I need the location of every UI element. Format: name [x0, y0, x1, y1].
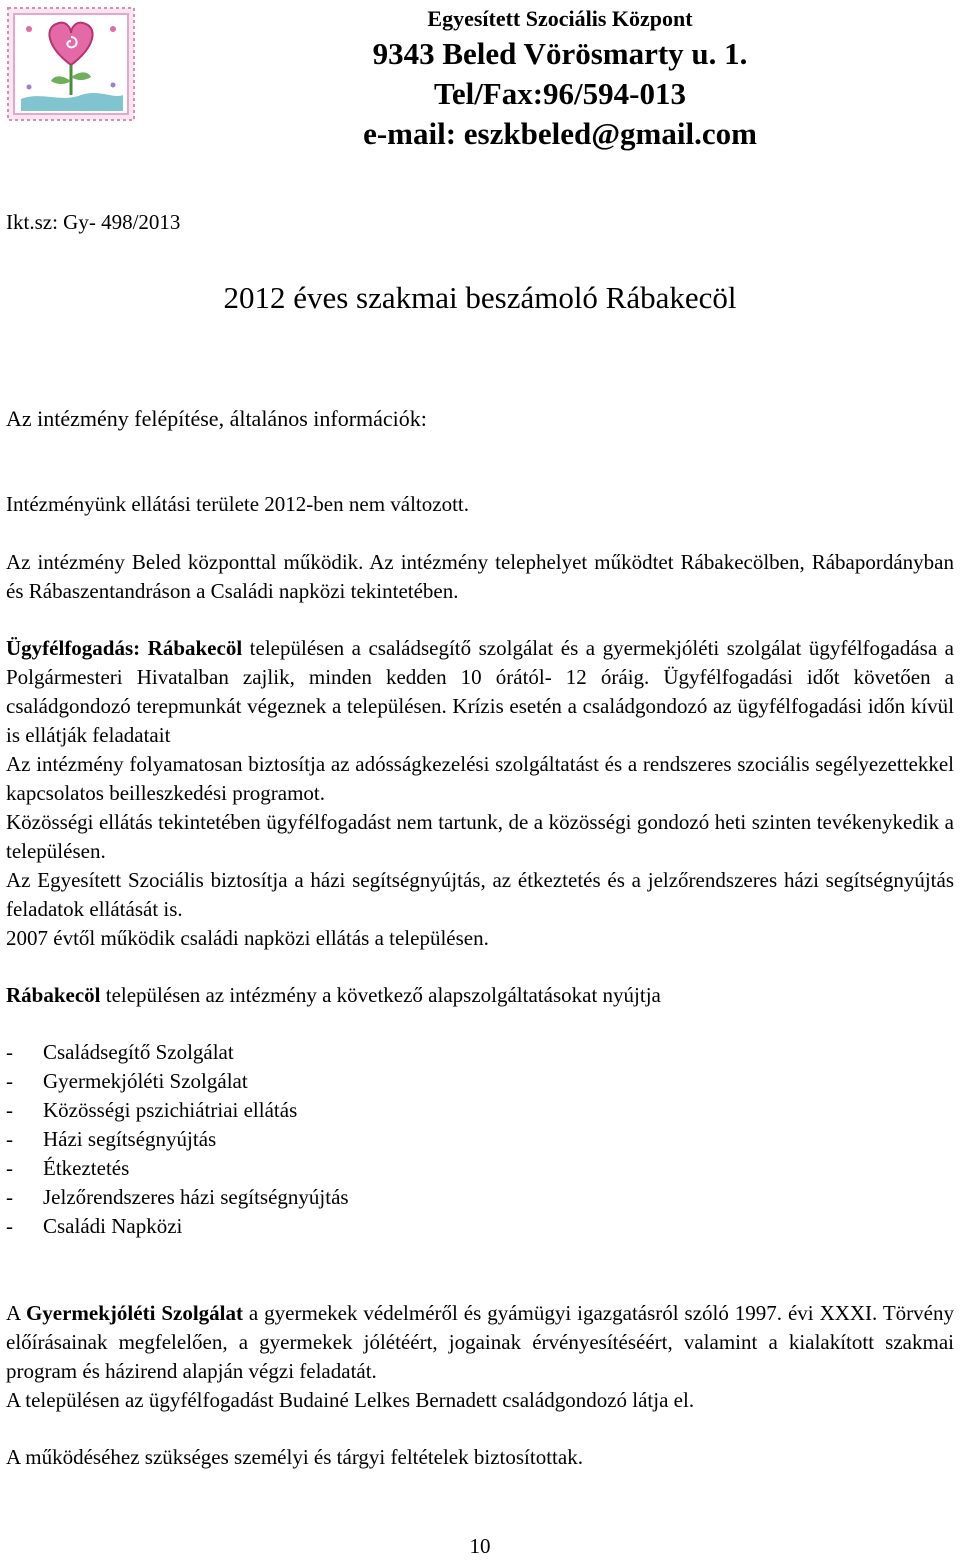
- list-item: [6, 1125, 954, 1154]
- document-body: [6, 490, 954, 1472]
- document-title: 2012 éves szakmai beszámoló Rábakecöl: [223, 280, 737, 315]
- organization-email: e-mail: eszkbeled@gmail.com: [363, 116, 757, 151]
- list-item: [6, 1038, 954, 1067]
- section-heading: Az intézmény felépítése, általános információk:: [6, 406, 427, 431]
- list-item: [6, 1096, 954, 1125]
- paragraph-service-area: Intézményünk ellátási területe 2012-ben nem változott.: [6, 492, 470, 516]
- paragraph-sites: Az intézmény Beled központtal működik. Az intézmény telephelyet működtet Rábakecölben, Rábapordányban és Rábaszentandráson a Családi napközi tekintetében.: [6, 550, 954, 603]
- list-item: [6, 1183, 954, 1212]
- child-welfare-text: a gyermekek védelméről és gyámügyi igazgatásról szóló 1997. évi XXXI. Törvény előírásainak megfelelően, a gyermekek jólétéért, jogainak érvényesítéséért, valamint a kialakított szakmai program és házirend alapján végzi feladatát.: [6, 1301, 954, 1383]
- reception-text: településen a családsegítő szolgálat és a gyermekjóléti szolgálat ügyfélfogadása a Polgármesteri Hivatalban zajlik, minden kedden 10 órától- 12 óráig. Ügyfélfogadási időt követően a családgondozó terepmunkát végeznek a településen. Krízis esetén a családgondozó az ügyfélfogadási időn kívül is ellátják feladatait: [6, 636, 954, 747]
- services-intro-label: Rábakecöl: [6, 983, 101, 1007]
- paragraph-community-care: Közösségi ellátás tekintetében ügyfélfogadást nem tartunk, de a közösségi gondozó heti szinten tevékenykedik a településen.: [6, 810, 954, 863]
- list-marker: -: [6, 1098, 13, 1122]
- list-item: [6, 1154, 954, 1183]
- list-item: [6, 1067, 954, 1096]
- reference-number: Ikt.sz: Gy- 498/2013: [6, 210, 181, 234]
- page-number: 10: [469, 1534, 491, 1558]
- paragraph-case-worker: A településen az ügyfélfogadást Budainé Lelkes Bernadett családgondozó látja el.: [6, 1388, 695, 1412]
- organization-phone: Tel/Fax:96/594-013: [433, 76, 686, 111]
- organization-address: 9343 Beled Vörösmarty u. 1.: [372, 36, 748, 71]
- paragraph-debt-management: Az intézmény folyamatosan biztosítja az adósságkezelési szolgáltatást és a rendszeres szociális segélyezettekkel kapcsolatos beilleszkedési programot.: [6, 752, 954, 805]
- list-marker: -: [6, 1040, 13, 1064]
- list-item-text: Étkeztetés: [43, 1156, 130, 1180]
- paragraph-home-help: Az Egyesített Szociális biztosítja a házi segítségnyújtás, az étkeztetés és a jelzőrendszeres házi segítségnyújtás feladatok ellátását is.: [6, 868, 954, 921]
- paragraph-conditions: A működéséhez szükséges személyi és tárgyi feltételek biztosítottak.: [6, 1445, 583, 1469]
- list-item-text: Családi Napközi: [43, 1214, 183, 1238]
- list-item-text: Gyermekjóléti Szolgálat: [43, 1069, 248, 1093]
- list-item: [6, 1212, 954, 1241]
- heart-flower-icon: [7, 7, 135, 121]
- paragraph-reception-hours: [6, 634, 954, 750]
- list-marker: -: [6, 1069, 13, 1093]
- list-item-text: Közösségi pszichiátriai ellátás: [43, 1098, 298, 1122]
- reception-label: Ügyfélfogadás: Rábakecöl: [6, 636, 243, 660]
- child-welfare-label: Gyermekjóléti Szolgálat: [25, 1301, 243, 1325]
- child-welfare-prefix: A: [6, 1301, 26, 1325]
- list-marker: -: [6, 1214, 13, 1238]
- paragraph-day-care: 2007 évtől működik családi napközi ellátás a településen.: [6, 926, 489, 950]
- list-item-text: Jelzőrendszeres házi segítségnyújtás: [43, 1185, 349, 1209]
- list-marker: -: [6, 1127, 13, 1151]
- list-item-text: Házi segítségnyújtás: [43, 1127, 217, 1151]
- organization-name: Egyesített Szociális Központ: [427, 6, 693, 31]
- list-marker: -: [6, 1185, 13, 1209]
- list-item-text: Családsegítő Szolgálat: [43, 1040, 234, 1064]
- services-intro-text: településen az intézmény a következő alapszolgáltatásokat nyújtja: [100, 983, 661, 1007]
- paragraph-services-intro: [6, 981, 954, 1010]
- paragraph-child-welfare: [6, 1299, 954, 1386]
- services-list: [6, 1038, 954, 1241]
- list-marker: -: [6, 1156, 13, 1180]
